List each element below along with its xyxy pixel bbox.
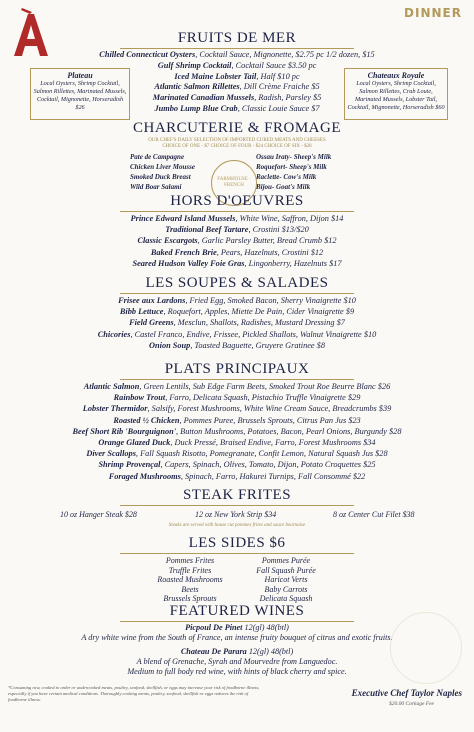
- raw-food-disclaimer: *Consuming raw, cooked to order or undercooked meats, poultry, seafood, shellfish, or eggs may increase your risk of foodborne illness, especially if you have certain medical conditions. Thoroughly cooking meats, poultry, seafood, shellfish or eggs reduces the risk of foodborne illness.: [8, 685, 260, 702]
- cheese-item: Roquefort- Sheep's Milk: [256, 163, 327, 171]
- wine-2-desc-2: Medium to full body red wine, with hints of black cherry and spice.: [127, 667, 347, 676]
- section-plats: [0, 361, 474, 378]
- side-item: Haricot Verts: [264, 575, 308, 585]
- side-item: Pommes Frites: [165, 556, 215, 565]
- plats-item-desc: , Spinach, Farro, Hakurei Turnips, Fall Consommé $22: [180, 471, 366, 481]
- steak-strip: 12 oz New York Strip $34: [195, 510, 277, 519]
- sides-right-list: [226, 556, 346, 604]
- hors-item-desc: , White Wine, Saffron, Dijon $14: [235, 214, 344, 223]
- hors-item: [0, 236, 474, 246]
- soupes-title: LES SOUPES & SALADES: [145, 275, 329, 291]
- steak-hanger: 10 oz Hanger Steak $28: [60, 510, 137, 519]
- divider: [120, 293, 354, 294]
- plats-item-desc: , Fall Squash Risotto, Pomegranate, Confit Lemon, Natural Squash Jus $28: [135, 449, 388, 459]
- divider: [120, 48, 354, 49]
- plats-item-name: Roasted ½ Chicken: [113, 415, 180, 425]
- plats-item-name: Atlantic Salmon: [83, 382, 140, 391]
- side-item: Baby Carrots: [264, 584, 308, 594]
- side-item: Brussels Sprouts: [163, 594, 217, 604]
- fruits-item-name: Marinated Canadian Mussels: [152, 93, 255, 103]
- charcuterie-item: Smoked Duck Breast: [130, 173, 191, 181]
- side-item: Beets: [181, 584, 199, 594]
- plats-item-name: Orange Glazed Duck: [98, 438, 171, 447]
- hors-item: [0, 214, 474, 224]
- fruits-item-desc: , Cocktail Sauce $3.50 pc: [231, 60, 317, 70]
- royale-text: Local Oysters, Shrimp Cocktail, Salmon Rillettes, Crab Louie, Marinated Mussels, Lobster Tail, Cocktail, Mignonette, Horseradish $60: [347, 80, 445, 111]
- charcuterie-note: OUR CHEF'S DAILY SELECTION OF IMPORTED CURED MEATS AND CHEESES: [148, 138, 326, 143]
- section-sides: [0, 535, 474, 552]
- wine-1-desc: A dry white wine from the South of France, an intense fruity bouquet of citrus and exotic fruits.: [81, 633, 393, 642]
- plats-item: [0, 404, 474, 414]
- charcuterie-left-list: [130, 152, 195, 192]
- side-item: Fall Squash Purée: [256, 565, 316, 575]
- soupes-item-name: Field Greens: [129, 318, 174, 328]
- soupes-item-name: Bibb Lettuce: [119, 307, 164, 317]
- fruits-item: [0, 50, 474, 60]
- fruits-item-desc: , Half $10 pc: [256, 71, 300, 81]
- fruits-item-name: Gulf Shrimp Cocktail: [157, 60, 232, 70]
- hors-item-name: Seared Hudson Valley Foie Gras: [132, 258, 245, 268]
- plats-item-desc: , Salsify, Forest Mushrooms, White Wine Cream Sauce, Breadcrumbs $39: [147, 404, 392, 414]
- fruits-title: FRUITS DE MER: [177, 30, 297, 46]
- hors-item-desc: , Crostini $13/$20: [248, 225, 309, 235]
- wine-2-price: 12(gl) 48(btl): [248, 647, 294, 656]
- section-hors: [0, 193, 474, 210]
- plats-item: [0, 472, 474, 482]
- charcuterie-item: Chicken Liver Mousse: [130, 163, 195, 171]
- wine-2-desc-1: A blend of Grenache, Syrah and Mourvedre from Languedoc.: [136, 657, 338, 666]
- soupes-item-name: Onion Soup: [149, 340, 191, 350]
- section-soupes: [0, 275, 474, 292]
- divider: [120, 621, 354, 622]
- fruits-item-name: Chilled Connecticut Oysters: [99, 50, 196, 59]
- hors-item-desc: , Garlic Parsley Butter, Bread Crumb $12: [197, 236, 337, 246]
- wines-title: FEATURED WINES: [169, 603, 305, 619]
- fruits-item-desc: , Radish, Parsley $5: [254, 93, 322, 103]
- hors-item-name: Traditional Beef Tartare: [165, 225, 249, 235]
- charcuterie-item: Pate de Campagne: [130, 153, 185, 161]
- soupes-item-name: Chicories: [97, 329, 131, 339]
- side-item: Roasted Mushrooms: [157, 575, 223, 585]
- plats-item-name: Lobster Thermidor: [82, 404, 148, 414]
- plateau-text: Local Oysters, Shrimp Cocktail, Salmon Rillettes, Marinated Mussels, Cocktail, Mignonette, Horseradish $26: [33, 80, 127, 111]
- royale-title: Chateaux Royale: [367, 71, 425, 80]
- dinner-label: DINNER: [404, 6, 462, 20]
- soupes-item: [0, 330, 474, 340]
- plats-item-desc: , Farro, Delicata Squash, Pistachio Truffle Vinaigrette $29: [165, 393, 361, 403]
- royale-box: [344, 68, 448, 120]
- plats-item: [0, 382, 474, 392]
- plats-item-name: Shrimp Provençal: [98, 460, 161, 470]
- farmhouse-stamp: FARMHOUSE · FRENCH: [211, 160, 257, 206]
- soupes-item: [0, 318, 474, 328]
- watermark-seal: [390, 612, 462, 684]
- plats-item-desc: , Green Lentils, Sub Edge Farm Beets, Smoked Trout Roe Beurre Blanc $26: [139, 382, 391, 391]
- charcuterie-prices: CHOICE OF ONE - $7 CHOICE OF FOUR - $24 CHOICE OF SIX - $28: [162, 144, 312, 149]
- wine-1-price: 12(gl) 48(btl): [244, 623, 289, 632]
- section-charcuterie: [0, 120, 474, 137]
- section-fruits-de-mer: [0, 30, 474, 47]
- fruits-item-desc: , Classic Louie Sauce $7: [237, 104, 320, 113]
- divider: [120, 379, 354, 380]
- plats-item: [0, 416, 474, 426]
- hors-item-desc: , Pears, Hazelnuts, Crostini $12: [216, 247, 324, 257]
- plats-item: [0, 427, 474, 437]
- hors-item: [0, 248, 474, 258]
- plats-item-desc: , Capers, Spinach, Olives, Tomato, Dijon, Potato Croquettes $25: [160, 460, 376, 470]
- corkage-fee: $20.00 Corkage Fee: [388, 701, 434, 707]
- hors-item: [0, 259, 474, 269]
- plats-item-desc: , Button Mushrooms, Potatoes, Bacon, Pearl Onions, Burgundy $28: [176, 426, 402, 436]
- steak-note: Steaks are served with house cut pommes frites and sauce bearnaise: [168, 523, 306, 528]
- soupes-item: [0, 307, 474, 317]
- plats-item: [0, 393, 474, 403]
- plats-item-desc: , Duck Pressé, Braised Endive, Farro, Forest Mushrooms $34: [170, 438, 376, 447]
- soupes-item-desc: , Roquefort, Apples, Miette De Pain, Cider Vinaigrette $9: [163, 307, 355, 317]
- plateau-box: [30, 68, 130, 120]
- cheese-item: Bijou- Goat's Milk: [256, 183, 311, 191]
- soupes-item-desc: , Toasted Baguette, Gruyere Gratinee $8: [190, 340, 325, 350]
- fruits-item-desc: , Dill Crème Fraiche $5: [239, 82, 320, 92]
- plats-item: [0, 460, 474, 470]
- charcuterie-item: Wild Boar Salami: [130, 183, 182, 191]
- hors-item-name: Classic Escargots: [137, 236, 198, 246]
- hors-title: HORS D'OEUVRES: [170, 193, 304, 209]
- plats-item-name: Beef Short Rib 'Bourguignon': [72, 426, 177, 436]
- cheese-item: Ossau Iraty- Sheep's Milk: [256, 153, 332, 161]
- steak-filet: 8 oz Center Cut Filet $38: [333, 510, 415, 519]
- side-item: Pommes Purée: [261, 556, 311, 565]
- fruits-item-name: Jumbo Lump Blue Crab: [154, 104, 238, 113]
- plats-item-name: Diver Scallops: [86, 449, 136, 459]
- executive-chef: Executive Chef Taylor Naples: [351, 688, 462, 698]
- hors-item: [0, 225, 474, 235]
- divider: [120, 553, 354, 554]
- soupes-item-desc: , Castel Franco, Endive, Frissee, Pickled Shallots, Walnut Vinaigrette $10: [130, 329, 377, 339]
- plateau-title: Plateau: [67, 71, 93, 80]
- soupes-item-name: Frisee aux Lardons: [118, 296, 186, 305]
- side-item: Truffle Frites: [168, 565, 212, 575]
- section-steak: [0, 487, 474, 504]
- divider: [120, 505, 354, 506]
- plats-item-name: Rainbow Trout: [113, 393, 166, 403]
- hors-item-desc: , Lingonberry, Hazelnuts $17: [244, 258, 342, 268]
- charcuterie-right-list: [256, 152, 331, 192]
- wine-2-name: Chateau De Parara: [180, 647, 247, 656]
- steak-title: STEAK FRITES: [182, 487, 292, 503]
- soupes-item: [0, 341, 474, 351]
- divider: [120, 211, 354, 212]
- fruits-item-name: Atlantic Salmon Rillettes: [154, 82, 240, 92]
- side-item: Delicata Squash: [259, 594, 313, 604]
- hors-item-name: Baked French Brie: [150, 247, 217, 257]
- soupes-item-desc: , Mesclun, Shallots, Radishes, Mustard Dressing $7: [173, 318, 345, 328]
- sides-title: LES SIDES $6: [188, 535, 286, 551]
- section-wines: [0, 603, 474, 620]
- cheese-item: Raclette- Cow's Milk: [256, 173, 317, 181]
- soupes-item: [0, 296, 474, 306]
- plats-title: PLATS PRINCIPAUX: [164, 361, 310, 377]
- fruits-item-name: Iced Maine Lobster Tail: [174, 71, 257, 81]
- hors-item-name: Prince Edward Island Mussels: [130, 214, 236, 223]
- plats-item: [0, 449, 474, 459]
- plats-item: [0, 438, 474, 448]
- soupes-item-desc: , Fried Egg, Smoked Bacon, Sherry Vinaigrette $10: [185, 296, 356, 305]
- plats-item-desc: , Pommes Puree, Brussels Sprouts, Citrus Pan Jus $23: [179, 415, 361, 425]
- fruits-item-desc: , Cocktail Sauce, Mignonette, $2.75 pc 1/2 dozen, $15: [195, 50, 375, 59]
- wine-1-name: Picpoul De Pinet: [185, 623, 243, 632]
- charcuterie-title: CHARCUTERIE & FROMAGE: [132, 120, 341, 136]
- plats-item-name: Foraged Mushrooms: [108, 471, 181, 481]
